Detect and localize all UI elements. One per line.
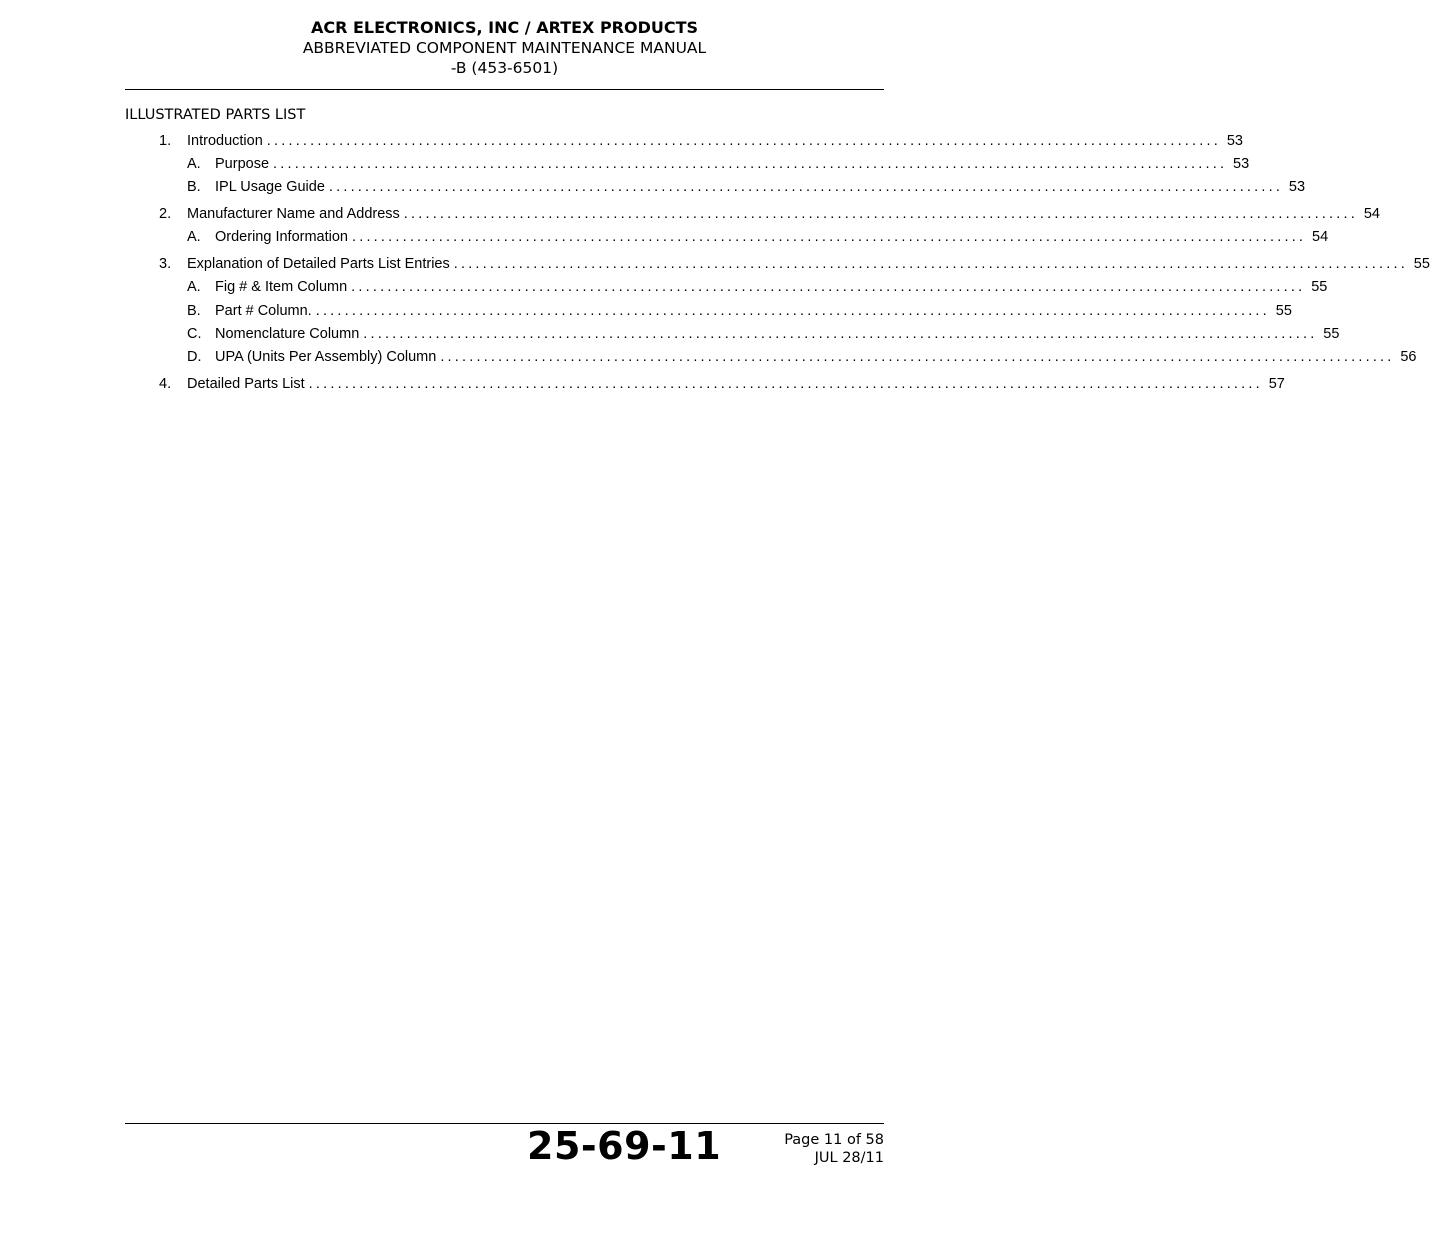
toc-entry-label: Purpose <box>215 156 270 172</box>
toc-entry[interactable] <box>187 279 1328 299</box>
toc-entry-number: 4. <box>159 376 172 392</box>
dot-leader: .................................................................................................................................... <box>266 133 1221 149</box>
page-number: Page 11 of 58 <box>784 1132 884 1148</box>
toc-entry-number: B. <box>187 179 201 195</box>
toc-entry-page: 53 <box>1288 179 1306 195</box>
dot-leader: .................................................................................................................................... <box>328 179 1284 195</box>
toc-entry-page: 55 <box>1311 279 1328 295</box>
toc-entry-label: Fig # & Item Column <box>215 279 348 295</box>
section-title: ILLUSTRATED PARTS LIST <box>125 107 306 123</box>
toc-entry-page: 55 <box>1413 256 1430 272</box>
dot-leader: .................................................................................................................................... <box>273 156 1228 172</box>
toc-entry-number: 1. <box>159 133 172 149</box>
toc-entry[interactable] <box>187 156 1250 176</box>
toc-entry-label: IPL Usage Guide <box>215 179 325 195</box>
toc-entry-page: 55 <box>1323 326 1340 342</box>
toc-entry-label: Introduction <box>187 133 263 149</box>
toc-entry-page: 57 <box>1268 376 1285 392</box>
toc-entry-number: B. <box>187 303 201 319</box>
dot-leader: .................................................................................................................................... <box>453 256 1408 272</box>
toc-entry[interactable] <box>187 229 1329 249</box>
manual-title: ABBREVIATED COMPONENT MAINTENANCE MANUAL <box>302 39 707 57</box>
revision-date: JUL 28/11 <box>814 1150 884 1166</box>
company-name: ACR ELECTRONICS, INC / ARTEX PRODUCTS <box>310 18 699 37</box>
toc-entry-label: Nomenclature Column <box>215 326 360 342</box>
toc-entry-label: Manufacturer Name and Address <box>187 206 400 222</box>
toc-entry[interactable] <box>159 376 1285 396</box>
footer-divider <box>125 1123 884 1124</box>
dot-leader: .................................................................................................................................... <box>351 279 1306 295</box>
toc-entry[interactable] <box>159 206 1380 226</box>
toc-entry-number: 3. <box>159 256 172 272</box>
dot-leader: .................................................................................................................................... <box>315 303 1270 319</box>
toc-entry-label: Detailed Parts List <box>187 376 305 392</box>
toc-entry[interactable] <box>187 349 1417 369</box>
toc-entry-label: UPA (Units Per Assembly) Column <box>215 349 437 365</box>
toc-entry-number: A. <box>187 229 201 245</box>
toc-entry-page: 53 <box>1233 156 1250 172</box>
model-number: -B (453-6501) <box>450 59 559 77</box>
dot-leader: .................................................................................................................................... <box>403 206 1358 222</box>
toc-entry-label: Part # Column. <box>215 303 312 319</box>
toc-entry-number: C. <box>187 326 202 342</box>
dot-leader: .................................................................................................................................... <box>351 229 1307 245</box>
page-info <box>784 1131 884 1167</box>
dot-leader: .................................................................................................................................... <box>363 326 1318 342</box>
header-divider <box>125 89 884 90</box>
toc-entry-page: 54 <box>1312 229 1329 245</box>
dot-leader: .................................................................................................................................... <box>440 349 1395 365</box>
toc-entry[interactable] <box>187 326 1340 346</box>
toc-entry-label: Explanation of Detailed Parts List Entries <box>187 256 450 272</box>
toc-entry-page: 56 <box>1400 349 1417 365</box>
page-header <box>125 18 884 78</box>
toc-entry-page: 53 <box>1226 133 1243 149</box>
toc-entry-number: D. <box>187 349 202 365</box>
dot-leader: .................................................................................................................................... <box>308 376 1263 392</box>
toc-entry-number: A. <box>187 279 201 295</box>
toc-entry[interactable] <box>187 179 1306 199</box>
toc-entry-label: Ordering Information <box>215 229 348 245</box>
toc-entry-number: A. <box>187 156 201 172</box>
toc-entry[interactable] <box>159 256 1430 276</box>
toc-entry[interactable] <box>159 133 1243 153</box>
toc-entry-page: 54 <box>1363 206 1380 222</box>
toc-entry-page: 55 <box>1275 303 1292 319</box>
document-number: 25-69-11 <box>527 1124 722 1168</box>
toc-entry[interactable] <box>187 303 1292 323</box>
toc-entry-number: 2. <box>159 206 172 222</box>
